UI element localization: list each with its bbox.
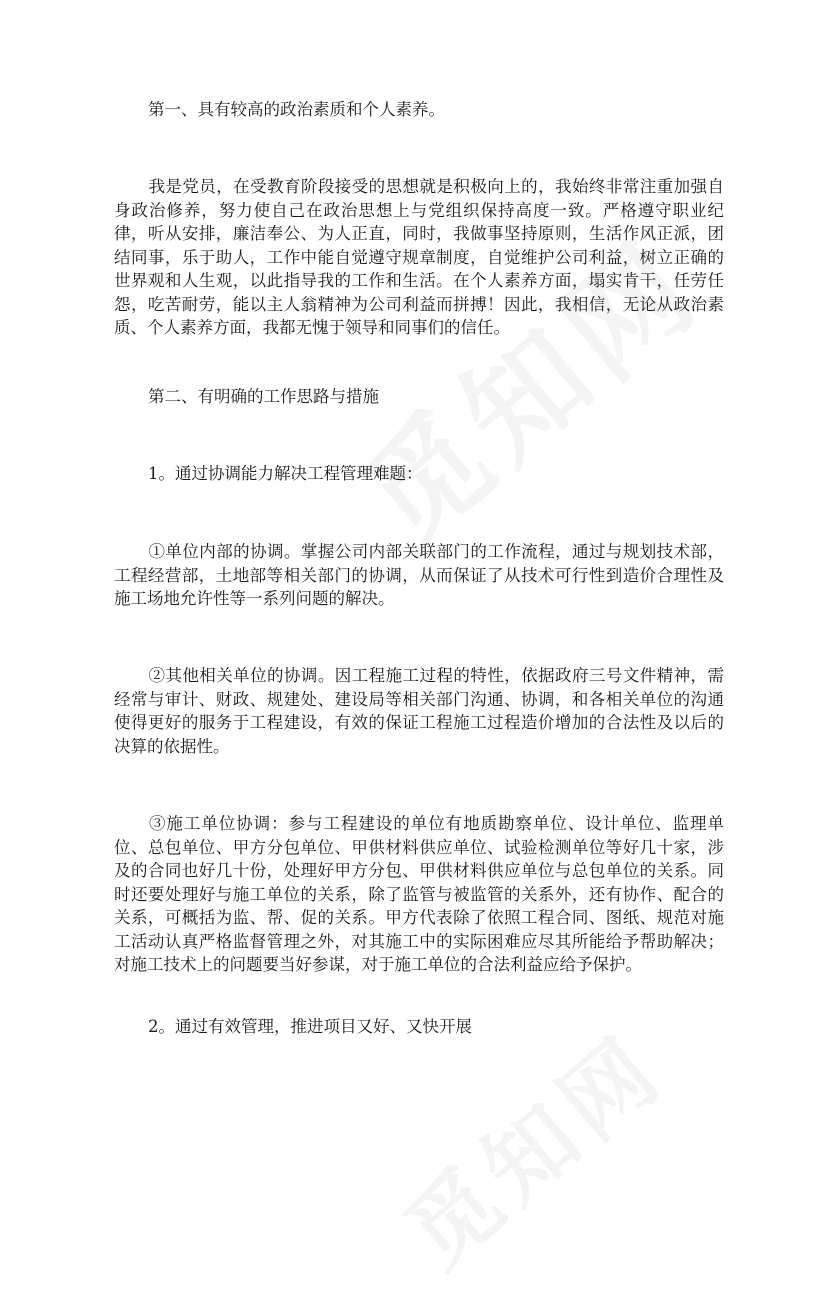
- watermark: [373, 999, 686, 1291]
- paragraph-text: ②其他相关单位的协调。因工程施工过程的特性，依据政府三号文件精神，需经常与审计、财政、规建处、建设局等相关部门沟通、协调，和各相关单位的沟通使得更好的服务于工程建设，有效的保证工程施工过程造价增加的合法性及以后的决算的依据性。: [114, 666, 724, 756]
- item-heading-2: 2。通过有效管理，推进项目又好、又快开展: [148, 1017, 472, 1036]
- paragraph-political-quality: [114, 175, 724, 340]
- paragraph-text: ③施工单位协调：参与工程建设的单位有地质勘察单位、设计单位、监理单位、总包单位、甲方分包单位、甲供材料供应单位、试验检测单位等好几十家，涉及的合同也好几十份，处理好甲方分包、甲供材料供应单位与总包单位的关系。同时还要处理好与施工单位的关系，除了监管与被监管的关系外，还有协作、配合的关系，可概括为监、帮、促的关系。甲方代表除了依照工程合同、图纸、规范对施工活动认真严格监督管理之外，对其施工中的实际困难应尽其所能给予帮助解决；对施工技术上的问题要当好参谋，对于施工单位的合法利益应给予保护。: [114, 814, 724, 974]
- paragraph-text: ①单位内部的协调。掌握公司内部关联部门的工作流程，通过与规划技术部，工程经营部，土地部等相关部门的协调，从而保证了从技术可行性到造价合理性及施工场地允许性等一系列问题的解决。: [114, 542, 724, 608]
- item-heading-1: 1。通过协调能力解决工程管理难题：: [148, 464, 423, 483]
- paragraph-internal-coordination: [114, 540, 724, 611]
- paragraph-construction-coordination: [114, 812, 724, 977]
- paragraph-text: 我是党员，在受教育阶段接受的思想就是积极向上的，我始终非常注重加强自身政治修养，努力使自己在政治思想上与党组织保持高度一致。严格遵守职业纪律，听从安排，廉洁奉公、为人正直，同时，我做事坚持原则，生活作风正派，团结同事，乐于助人，工作中能自觉遵守规章制度，自觉维护公司利益，树立正确的世界观和人生观，以此指导我的工作和生活。在个人素养方面，塌实肯干，任劳任怨，吃苦耐劳，能以主人翁精神为公司利益而拼搏！因此，我相信，无论从政治素质、个人素养方面，我都无愧于领导和同事们的信任。: [114, 177, 724, 337]
- section-heading-2: 第二、有明确的工作思路与措施: [148, 387, 379, 406]
- section-heading-1: 第一、具有较高的政治素质和个人素养。: [148, 100, 445, 119]
- paragraph-external-coordination: [114, 664, 724, 758]
